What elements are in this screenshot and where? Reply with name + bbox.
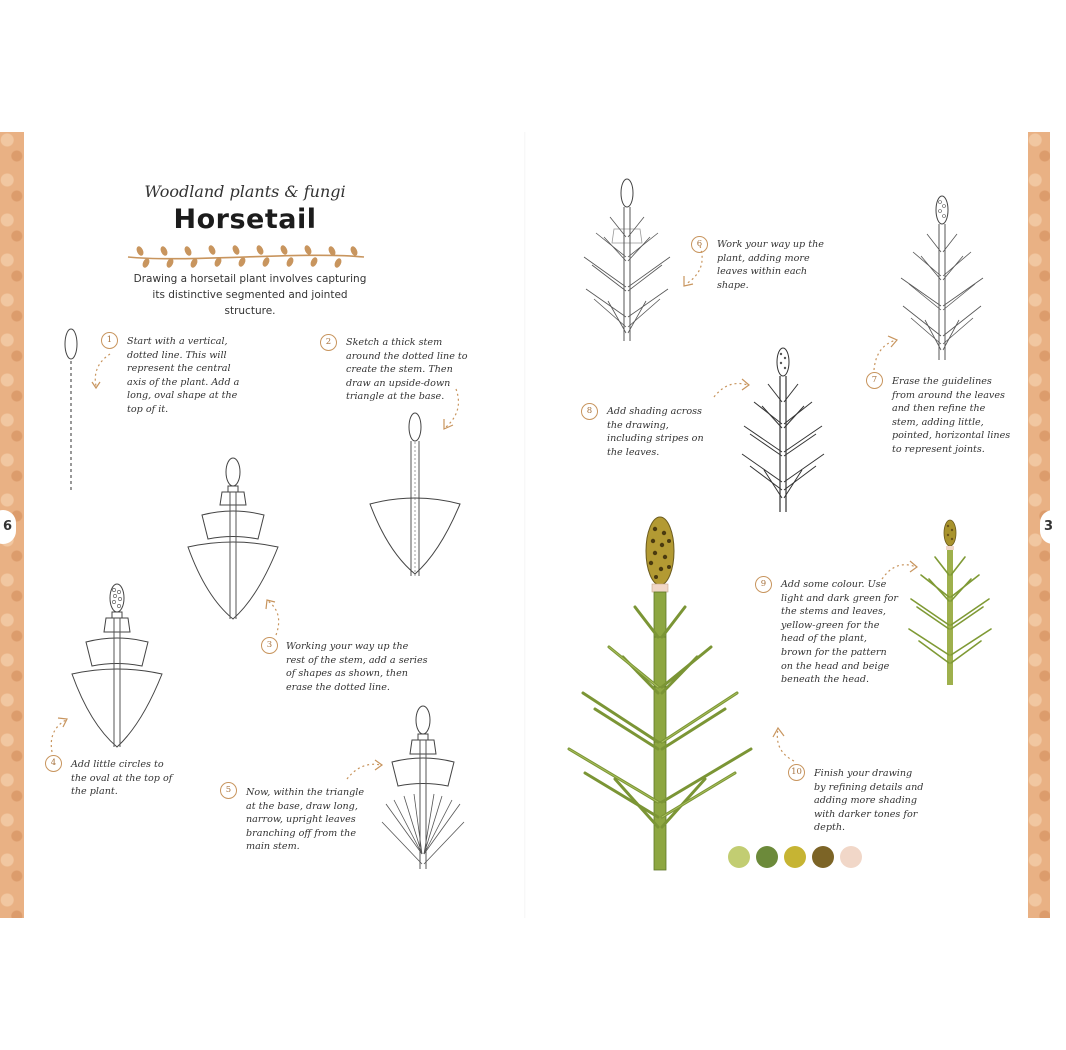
intro-text: Drawing a horsetail plant involves capturing its distinctive segmented and jointed structure. — [133, 273, 367, 317]
step-3-number: 3 — [261, 637, 278, 654]
arrow-step-8 — [712, 375, 752, 405]
step-7-sketch — [895, 192, 990, 364]
step-9-text: Add some colour. Use light and dark green for the stems and leaves, yellow-green for the head of the plant, brown for the pattern on the head and beige beneath the head. — [781, 579, 898, 686]
book-spread — [0, 132, 1054, 918]
palette-swatch-brown — [812, 846, 834, 868]
step-5-text: Now, within the triangle at the base, draw long, narrow, upright leaves branching off from the main stem. — [246, 787, 365, 853]
palette-swatch-beige — [840, 846, 862, 868]
page-title: Horsetail — [173, 204, 317, 235]
arrow-step-3 — [262, 597, 292, 637]
step-8-number: 8 — [581, 403, 598, 420]
arrow-step-5 — [345, 757, 385, 787]
step-4-text: Add little circles to the oval at the top of the plant. — [71, 759, 173, 798]
step-1-number: 1 — [101, 332, 118, 349]
step-9-plant — [905, 517, 995, 687]
step-10-plant — [565, 517, 755, 872]
step-4-sketch — [70, 582, 165, 752]
decorative-vine — [124, 245, 369, 267]
right-page-number: 3 — [1040, 510, 1066, 544]
palette-swatch-yellow-green — [784, 846, 806, 868]
step-2-sketch — [368, 412, 463, 582]
section-heading: Woodland plants & fungi — [144, 182, 346, 201]
step-6-text: Work your way up the plant, adding more leaves within each shape. — [717, 239, 824, 291]
step-6-number: 6 — [691, 236, 708, 253]
step-3-text: Working your way up the rest of the stem, add a series of shapes as shown, then erase the dotted line. — [286, 641, 428, 693]
step-7-number: 7 — [866, 372, 883, 389]
step-6-sketch — [580, 177, 675, 347]
arrow-step-6 — [680, 244, 710, 289]
arrow-step-2 — [436, 387, 466, 432]
arrow-step-7 — [868, 334, 900, 374]
step-7-text: Erase the guidelines from around the leaves and then refine the stem, adding little, pointed, horizontal lines to represent joints. — [892, 376, 1011, 455]
step-10-number: 10 — [788, 764, 805, 781]
step-2-number: 2 — [320, 334, 337, 351]
step-8-text: Add shading across the drawing, including stripes on the leaves. — [607, 406, 704, 458]
step-4-number: 4 — [45, 755, 62, 772]
palette-swatch-light-green — [728, 846, 750, 868]
book-gutter — [524, 132, 526, 918]
left-page-number: 6 — [0, 510, 16, 544]
step-10-text: Finish your drawing by refining details and adding more shading with darker tones for depth. — [814, 768, 924, 834]
arrow-step-4 — [44, 714, 74, 754]
arrow-step-9 — [880, 557, 920, 587]
step-1-text: Start with a vertical, dotted line. This will represent the central axis of the plant. Add a long, oval shape at the top of it. — [127, 336, 240, 415]
step-2-text: Sketch a thick stem around the dotted line to create the stem. Then draw an upside-down triangle at the base. — [346, 337, 468, 403]
step-5-sketch — [378, 704, 468, 874]
arrow-step-1 — [88, 352, 118, 392]
step-8-sketch — [738, 344, 828, 514]
arrow-step-10 — [770, 725, 802, 765]
step-9-number: 9 — [755, 576, 772, 593]
palette-swatch-dark-green — [756, 846, 778, 868]
step-5-number: 5 — [220, 782, 237, 799]
step-1-sketch — [60, 327, 90, 497]
